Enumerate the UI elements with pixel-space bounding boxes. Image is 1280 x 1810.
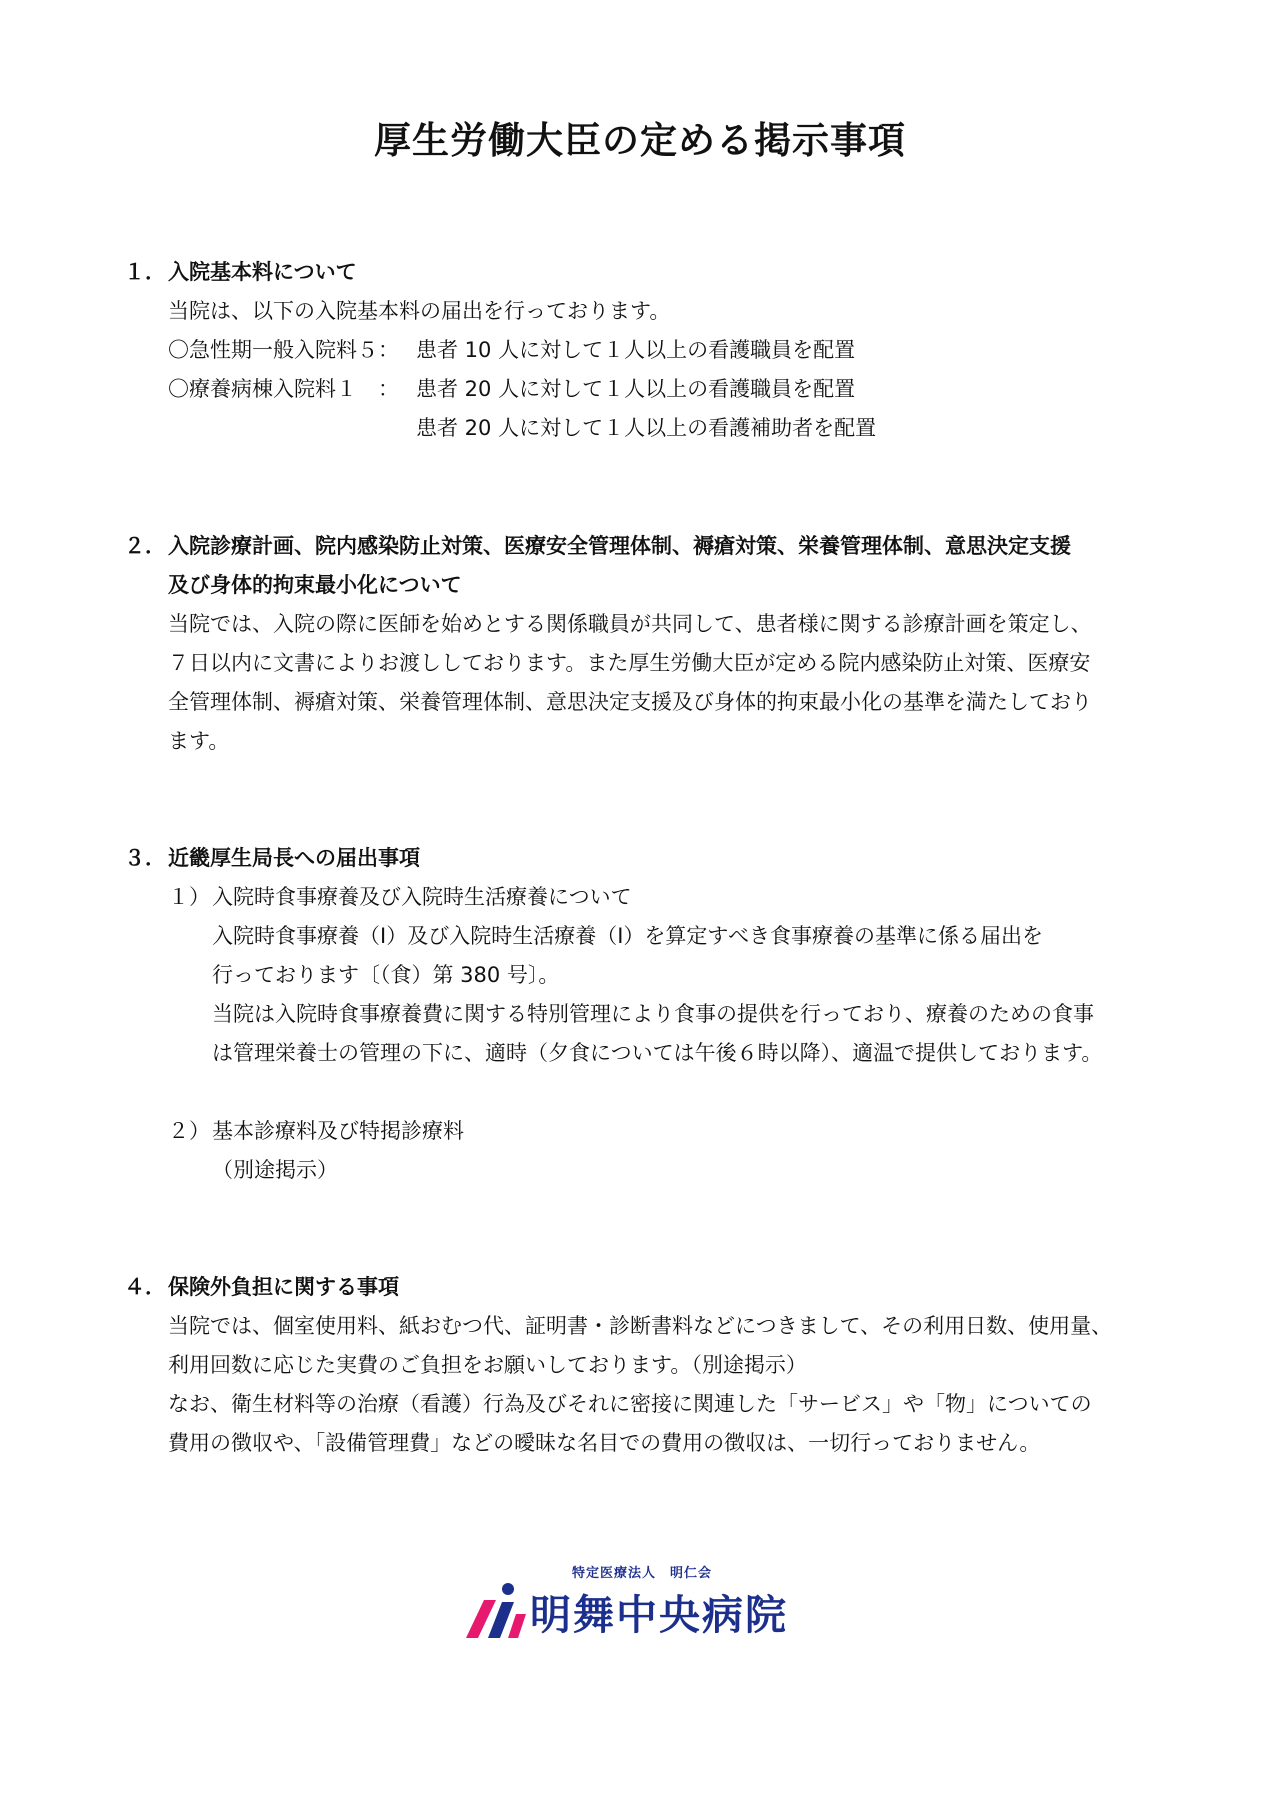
section-3-heading bbox=[124, 844, 420, 872]
sub-2-number: ２） bbox=[168, 1119, 210, 1143]
section-4-body-1: 当院では、個室使用料、紙おむつ代、証明書・診断書料などにつきまして、その利用日数、使用量、 bbox=[168, 1314, 1113, 1338]
section-2-body-4: ます。 bbox=[168, 729, 230, 753]
section-1-intro: 当院は、以下の入院基本料の届出を行っております。 bbox=[168, 299, 671, 323]
sub-1-number: １） bbox=[168, 885, 210, 909]
section-4-title: 保険外負担に関する事項 bbox=[168, 1275, 399, 1299]
hospital-logo bbox=[462, 1562, 822, 1662]
section-4-body-4: 費用の徴収や、「設備管理費」などの曖昧な名目での費用の徴収は、一切行っておりません。 bbox=[168, 1431, 1041, 1455]
sub-1-title: 入院時食事療養及び入院時生活療養について bbox=[212, 885, 632, 909]
section-3-sub-1-body-1: 入院時食事療養（Ⅰ）及び入院時生活療養（Ⅰ）を算定すべき食事療養の基準に係る届出を bbox=[212, 924, 1043, 948]
section-3-title: 近畿厚生局長への届出事項 bbox=[168, 846, 420, 870]
section-2-title-line-1: 入院診療計画、院内感染防止対策、医療安全管理体制、褥瘡対策、栄養管理体制、意思決定支援 bbox=[168, 534, 1071, 558]
section-2-number: ２． bbox=[124, 534, 166, 558]
row-1-label: 〇急性期一般入院料５： bbox=[168, 338, 399, 362]
section-2-body-1: 当院では、入院の際に医師を始めとする関係職員が共同して、患者様に関する診療計画を策定し、 bbox=[168, 612, 1092, 636]
section-4-body-2: 利用回数に応じた実費のご負担をお願いしております。（別途掲示） bbox=[168, 1353, 807, 1377]
section-2-heading bbox=[124, 532, 1071, 560]
sub-2-title: 基本診療料及び特掲診療料 bbox=[212, 1119, 464, 1143]
hospital-emblem-icon bbox=[462, 1580, 532, 1644]
section-3-sub-2-note: （別途掲示） bbox=[212, 1158, 338, 1182]
section-3-sub-1-heading bbox=[168, 883, 632, 911]
page-title: 厚生労働大臣の定める掲示事項 bbox=[374, 119, 906, 162]
section-3-number: ３． bbox=[124, 846, 166, 870]
row-2-label: 〇療養病棟入院料１ ： bbox=[168, 377, 399, 401]
section-4-number: ４． bbox=[124, 1275, 166, 1299]
section-3-sub-1-body-4: は管理栄養士の管理の下に、適時（夕食については午後６時以降）、適温で提供しております。 bbox=[212, 1041, 1103, 1065]
section-1-row-3: 患者 20 人に対して１人以上の看護補助者を配置 bbox=[416, 416, 877, 440]
section-3-sub-1-body-3: 当院は入院時食事療養費に関する特別管理により食事の提供を行っており、療養のための食事 bbox=[212, 1002, 1094, 1026]
section-2-title-line-2: 及び身体的拘束最小化について bbox=[168, 573, 462, 597]
section-4-heading bbox=[124, 1273, 399, 1301]
section-1-row-1 bbox=[168, 336, 855, 364]
section-3-sub-2-heading bbox=[168, 1117, 464, 1145]
section-1-heading bbox=[124, 258, 357, 286]
row-2-text: 患者 20 人に対して１人以上の看護職員を配置 bbox=[416, 377, 856, 401]
logo-corporation-name: 特定医療法人 明仁会 bbox=[572, 1566, 713, 1581]
section-2-body-2: ７日以内に文書によりお渡ししております。また厚生労働大臣が定める院内感染防止対策、医療安 bbox=[168, 651, 1091, 675]
section-1-number: １． bbox=[124, 260, 166, 284]
section-1-title: 入院基本料について bbox=[168, 260, 357, 284]
section-1-row-2 bbox=[168, 375, 855, 403]
section-3-sub-1-body-2: 行っております〔（食）第 380 号〕。 bbox=[212, 963, 560, 987]
section-2-body-3: 全管理体制、褥瘡対策、栄養管理体制、意思決定支援及び身体的拘束最小化の基準を満たしており bbox=[168, 690, 1092, 714]
section-4-body-3: なお、衛生材料等の治療（看護）行為及びそれに密接に関連した「サービス」や「物」についての bbox=[168, 1392, 1092, 1416]
logo-hospital-name: 明舞中央病院 bbox=[530, 1591, 788, 1639]
row-1-text: 患者 10 人に対して１人以上の看護職員を配置 bbox=[416, 338, 856, 362]
